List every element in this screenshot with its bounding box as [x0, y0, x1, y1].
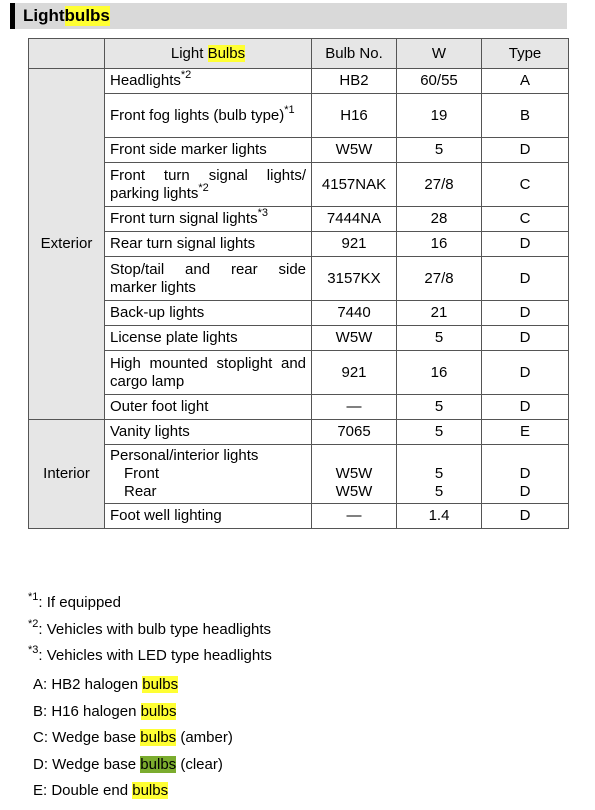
table-header-row: [29, 39, 569, 69]
row-bulb: W5W: [312, 326, 397, 351]
header-blank: [29, 39, 105, 69]
row-name: Personal/interior lights Front Rear: [105, 445, 312, 504]
row-type: C: [482, 163, 569, 207]
table-row: [29, 445, 569, 504]
row-type: E: [482, 420, 569, 445]
row-name: Foot well lighting: [105, 504, 312, 529]
table-row: [29, 138, 569, 163]
type-d: D: Wedge base bulbs (clear): [33, 755, 223, 773]
row-watts: 60/55: [397, 69, 482, 94]
row-name: Headlights$^{*2}$: [105, 69, 312, 94]
row-bulb: 7065: [312, 420, 397, 445]
group-interior: Interior: [29, 420, 105, 529]
type-b: B: H16 halogen bulbs: [33, 702, 177, 720]
row-watts: 5: [397, 395, 482, 420]
row-type: A: [482, 69, 569, 94]
type-c: C: Wedge base bulbs (amber): [33, 729, 233, 746]
table-row: [29, 163, 569, 207]
row-watts: 21: [397, 301, 482, 326]
row-type: D D: [482, 445, 569, 504]
row-bulb: 921: [312, 351, 397, 395]
row-watts: 28: [397, 207, 482, 232]
footnote-1: $^{*1}$: If equipped: [28, 591, 121, 611]
row-type: D: [482, 138, 569, 163]
row-name: Front fog lights (bulb type)$^{*1}$: [105, 94, 312, 138]
row-name: High mounted stoplight and cargo lamp: [105, 351, 312, 395]
row-name: License plate lights: [105, 326, 312, 351]
row-bulb: H16: [312, 94, 397, 138]
table-row: [29, 395, 569, 420]
row-watts: 1.4: [397, 504, 482, 529]
row-name: Front side marker lights: [105, 138, 312, 163]
section-title-highlight: bulbs: [64, 6, 110, 25]
header-light-bulbs: Light Bulbs: [105, 39, 312, 69]
row-bulb: 3157KX: [312, 257, 397, 301]
row-watts: 16: [397, 351, 482, 395]
table-row: [29, 69, 569, 94]
header-watts: W: [397, 39, 482, 69]
row-type: B: [482, 94, 569, 138]
row-bulb: W5W: [312, 138, 397, 163]
section-title-text: Light: [23, 6, 65, 25]
row-type: D: [482, 301, 569, 326]
row-type: D: [482, 232, 569, 257]
footnote-2: $^{*2}$: Vehicles with bulb type headlights: [28, 617, 272, 638]
row-watts: 19: [397, 94, 482, 138]
table-row: [29, 232, 569, 257]
type-legend: [33, 672, 233, 805]
group-exterior: Exterior: [29, 69, 105, 420]
table-row: [29, 257, 569, 301]
header-type: Type: [482, 39, 569, 69]
row-name: Stop/tail and rear side marker lights: [105, 257, 312, 301]
row-bulb: —: [312, 504, 397, 529]
table-row: [29, 420, 569, 445]
section-title: [10, 3, 567, 29]
table-row: [29, 207, 569, 232]
row-bulb: 4157NAK: [312, 163, 397, 207]
table-row: [29, 326, 569, 351]
header-bulb-no: Bulb No.: [312, 39, 397, 69]
row-name: Front turn signal lights/ parking lights$^{*2}$: [105, 163, 312, 207]
row-bulb: W5W W5W: [312, 445, 397, 504]
row-watts: 5 5: [397, 445, 482, 504]
row-type: D: [482, 326, 569, 351]
table-row: [29, 504, 569, 529]
row-name: Outer foot light: [105, 395, 312, 420]
row-type: D: [482, 351, 569, 395]
row-watts: 5: [397, 138, 482, 163]
table-row: [29, 351, 569, 395]
row-name: Back-up lights: [105, 301, 312, 326]
footnotes: [28, 590, 272, 670]
row-bulb: HB2: [312, 69, 397, 94]
row-watts: 5: [397, 420, 482, 445]
row-bulb: 921: [312, 232, 397, 257]
row-watts: 27/8: [397, 163, 482, 207]
light-bulbs-table: [28, 38, 569, 529]
table-row: [29, 94, 569, 138]
footnote-3: $^{*3}$: Vehicles with LED type headlights: [28, 644, 272, 664]
row-watts: 5: [397, 326, 482, 351]
type-e: E: Double end bulbs: [33, 782, 169, 799]
row-type: D: [482, 257, 569, 301]
sub-front: Front: [124, 465, 160, 482]
row-name: Vanity lights: [105, 420, 312, 445]
row-type: D: [482, 395, 569, 420]
row-bulb: 7440: [312, 301, 397, 326]
row-name: Front turn signal lights$^{*3}$: [105, 207, 312, 232]
sub-rear: Rear: [124, 483, 157, 500]
row-name: Rear turn signal lights: [105, 232, 312, 257]
row-bulb: —: [312, 395, 397, 420]
row-watts: 27/8: [397, 257, 482, 301]
row-bulb: 7444NA: [312, 207, 397, 232]
type-a: A: HB2 halogen bulbs: [33, 676, 179, 693]
row-type: C: [482, 207, 569, 232]
row-watts: 16: [397, 232, 482, 257]
table-row: [29, 301, 569, 326]
row-type: D: [482, 504, 569, 529]
